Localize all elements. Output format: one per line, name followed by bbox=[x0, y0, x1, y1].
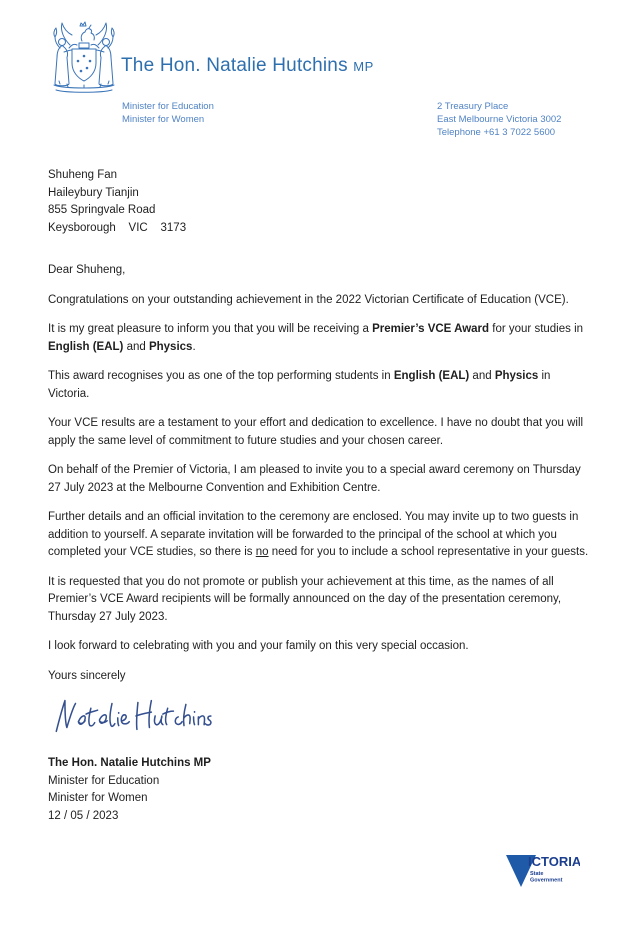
recipient-line: Haileybury Tianjin bbox=[48, 186, 139, 199]
paragraph: Congratulations on your outstanding achievement in the 2022 Victorian Certificate of Education (VCE). bbox=[48, 293, 569, 306]
recipient-address bbox=[48, 167, 593, 237]
contact-line: Telephone +61 3 7022 5600 bbox=[437, 127, 556, 138]
minister-role: Minister for Women bbox=[122, 114, 205, 125]
closing: Yours sincerely bbox=[48, 669, 126, 682]
paragraph: Your VCE results are a testament to your effort and dedication to excellence. I have no doubt that you will apply the same level of commitment to future studies and your chosen career. bbox=[48, 417, 584, 447]
letterhead-name: The Hon. Natalie Hutchins bbox=[121, 55, 348, 76]
sender-role: Minister for Women bbox=[48, 792, 148, 804]
contact-line: 2 Treasury Place bbox=[437, 101, 509, 112]
recipient-line: Shuheng Fan bbox=[48, 169, 118, 181]
recipient-line: 855 Springvale Road bbox=[48, 204, 156, 216]
salutation: Dear Shuheng, bbox=[48, 264, 126, 276]
paragraph: I look forward to celebrating with you and your family on this very special occasion. bbox=[48, 640, 469, 652]
sender-name: The Hon. Natalie Hutchins MP bbox=[48, 757, 211, 769]
victoria-coat-of-arms-icon bbox=[46, 11, 122, 99]
recipient-line: Keysborough VIC 3173 bbox=[48, 221, 187, 234]
contact-details bbox=[437, 100, 561, 139]
paragraph: Further details and an official invitation to the ceremony are enclosed. You may invite up to two guests in addition to yourself. A separate invitation will be forwarded to the principal of the school at which you completed your VCE studies, so there is no need for you to include a school representative in your guests. bbox=[48, 511, 589, 558]
contact-line: East Melbourne Victoria 3002 bbox=[437, 114, 562, 125]
letterhead-suffix: MP bbox=[353, 59, 374, 74]
handwritten-signature-icon bbox=[48, 691, 223, 739]
body-paragraphs bbox=[48, 292, 593, 656]
paragraph: It is requested that you do not promote or publish your achievement at this time, as the names of all Premier’s VCE Award recipients will be formally announced on the day of the presentation ceremony, Thursday 27 July 2023. bbox=[48, 575, 562, 623]
letter-content bbox=[48, 167, 593, 825]
logo-brand-text: ICTORIA bbox=[528, 854, 580, 869]
paragraph: On behalf of the Premier of Victoria, I am pleased to invite you to a special award ceremony on Thursday 27 July 2023 at the Melbourne Convention and Exhibition Centre. bbox=[48, 464, 581, 494]
paragraph: This award recognises you as one of the top performing students in English (EAL) and Physics in Victoria. bbox=[48, 370, 551, 400]
minister-roles bbox=[122, 100, 214, 126]
minister-role: Minister for Education bbox=[122, 101, 214, 112]
sender-roles bbox=[48, 773, 593, 808]
letter-date: 12 / 05 / 2023 bbox=[48, 809, 119, 822]
letterhead-title bbox=[121, 55, 374, 77]
sender-block bbox=[48, 755, 593, 825]
sender-role: Minister for Education bbox=[48, 774, 160, 787]
logo-sub-text-1: State bbox=[530, 871, 544, 877]
victoria-state-government-logo bbox=[502, 849, 580, 909]
logo-sub-text-2: Government bbox=[530, 877, 563, 884]
paragraph: It is my great pleasure to inform you that you will be receiving a Premier’s VCE Award for your studies in English (EAL) and Physics. bbox=[48, 323, 584, 353]
